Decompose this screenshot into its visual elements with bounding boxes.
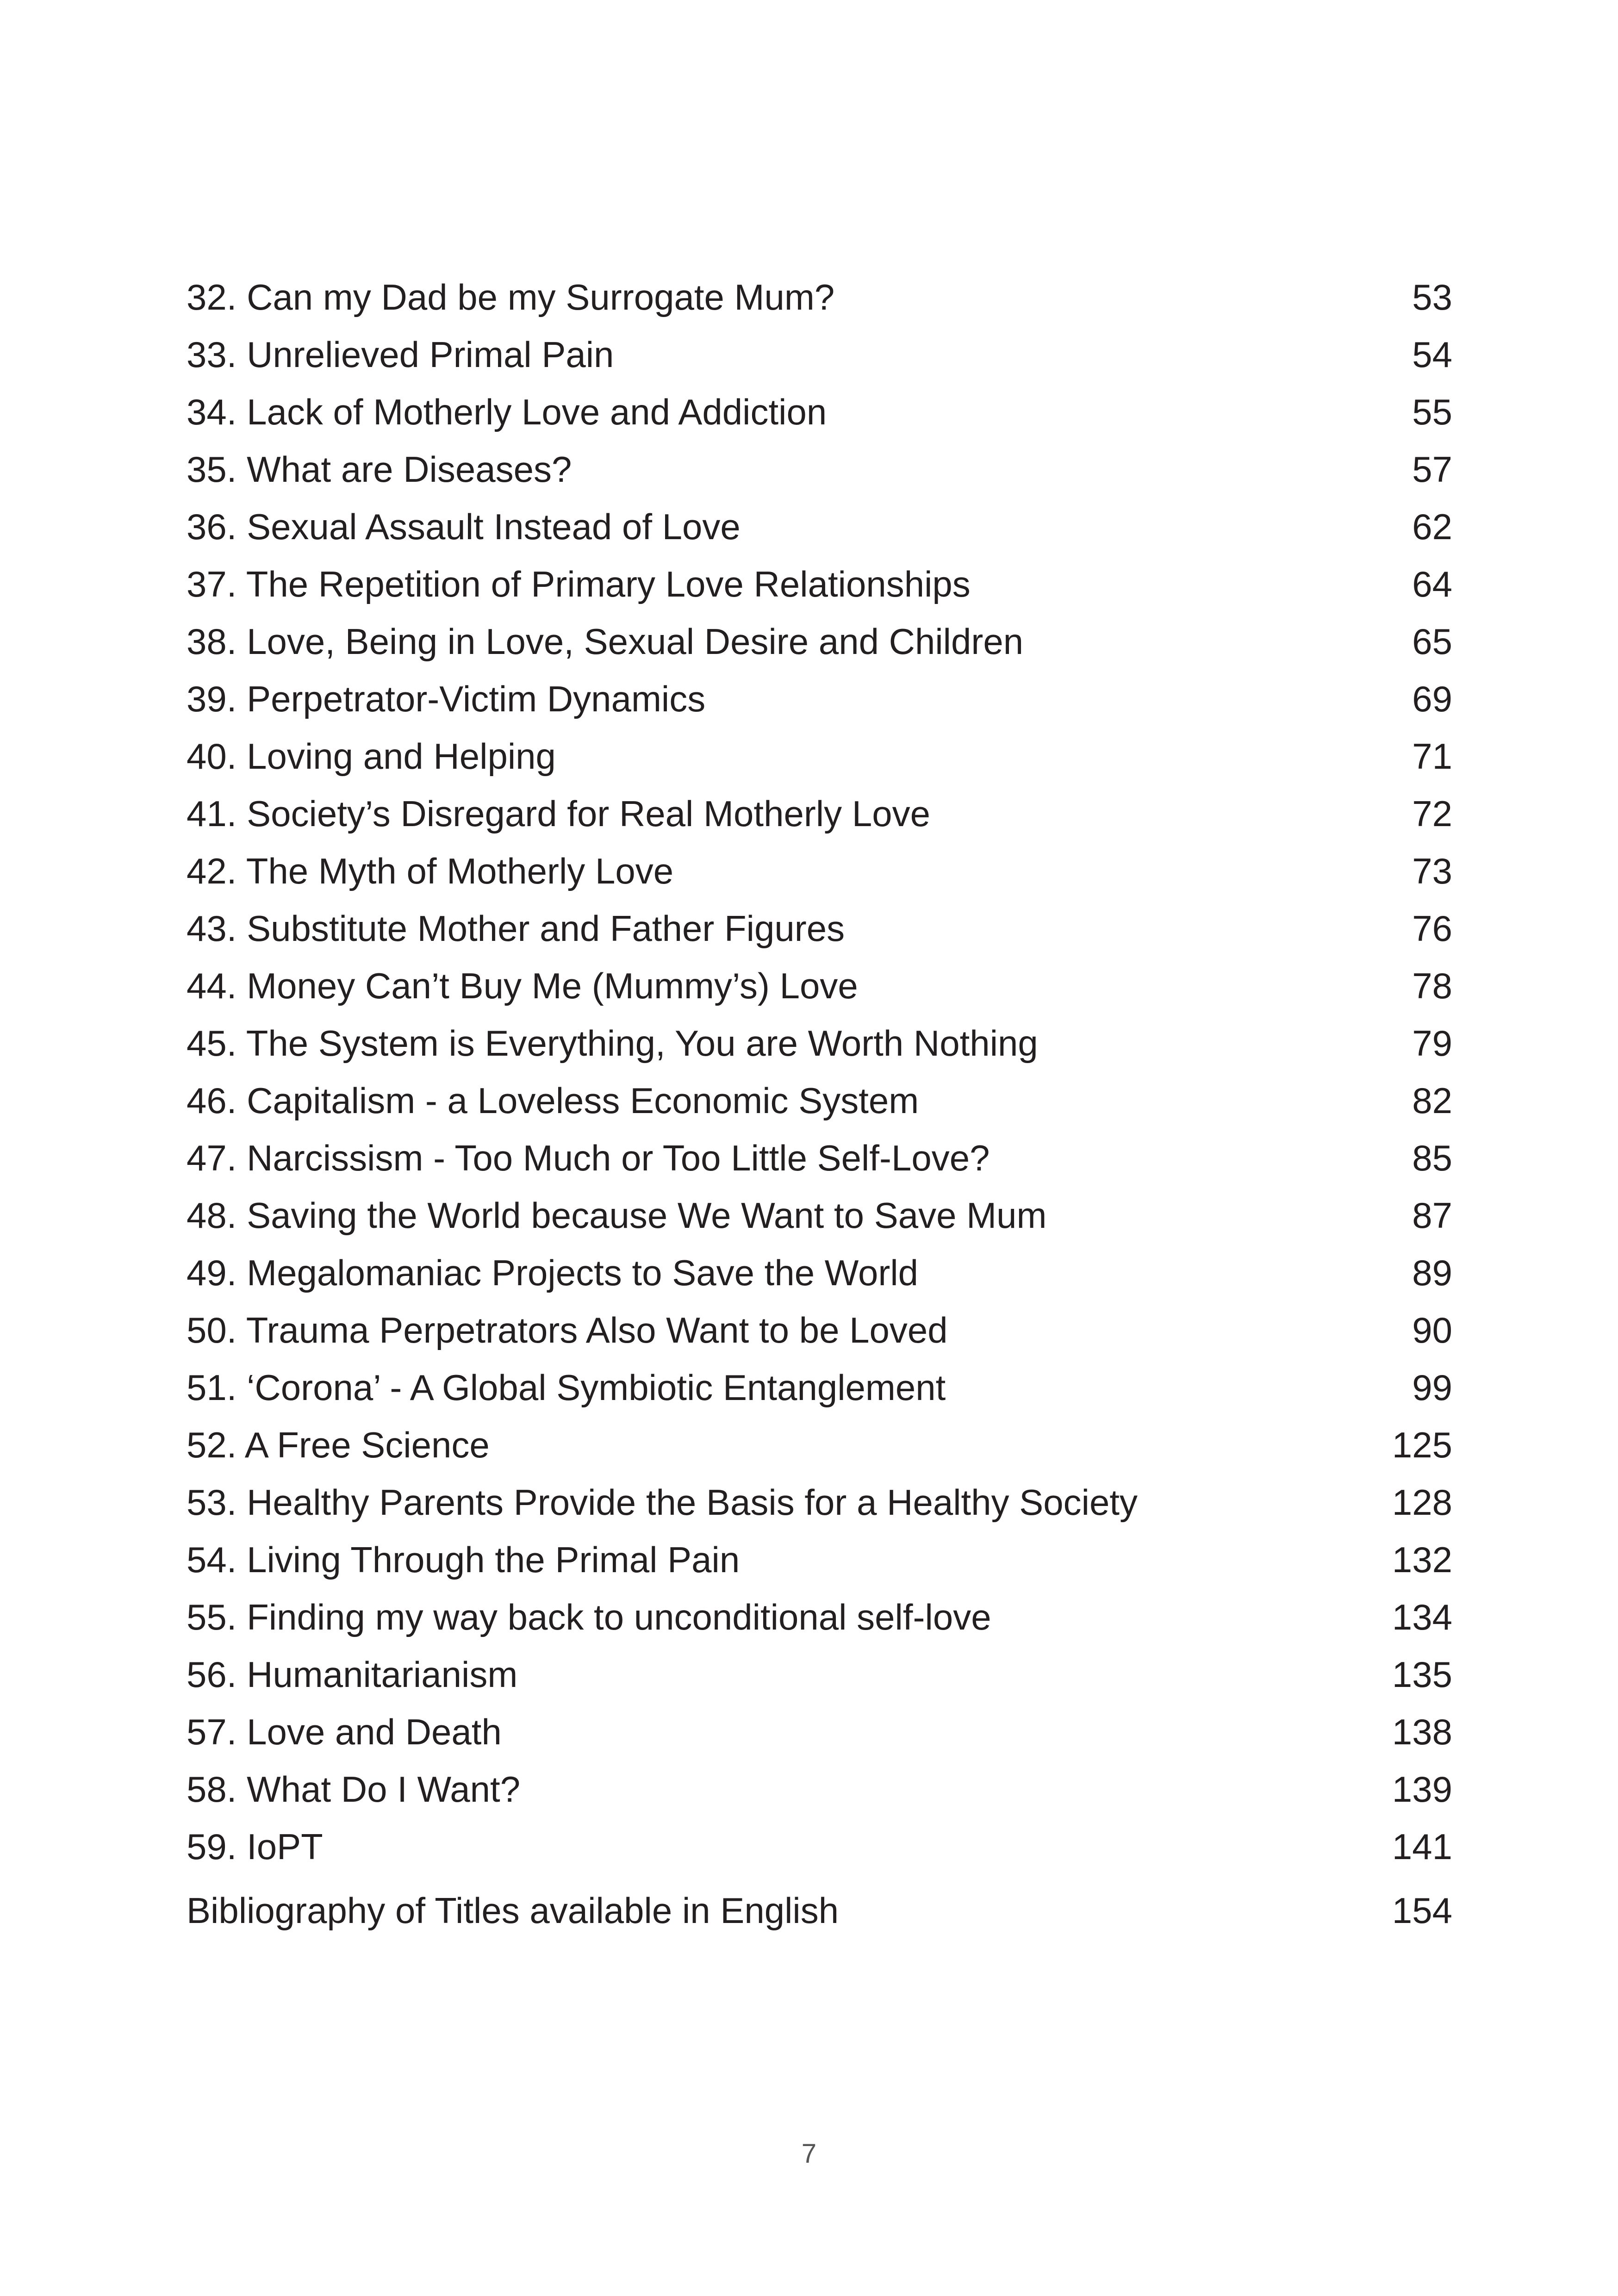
toc-entry-page: 128 bbox=[1392, 1482, 1452, 1523]
toc-entry[interactable] bbox=[187, 1014, 1452, 1072]
toc-entry-page: 134 bbox=[1392, 1597, 1452, 1637]
toc-entry-title: 50. Trauma Perpetrators Also Want to be Loved bbox=[187, 1310, 948, 1350]
toc-entry-title: 59. IoPT bbox=[187, 1826, 323, 1867]
toc-entry-page: 85 bbox=[1412, 1138, 1452, 1178]
toc-entry[interactable] bbox=[187, 1761, 1452, 1818]
toc-entry-title: 35. What are Diseases? bbox=[187, 449, 572, 490]
toc-entry[interactable] bbox=[187, 1416, 1452, 1474]
table-of-contents bbox=[187, 268, 1452, 1939]
toc-entry-title: 40. Loving and Helping bbox=[187, 736, 556, 777]
toc-entry[interactable] bbox=[187, 1244, 1452, 1301]
toc-entry[interactable] bbox=[187, 268, 1452, 326]
toc-entry-page: 132 bbox=[1392, 1539, 1452, 1580]
toc-entry-title: 39. Perpetrator-Victim Dynamics bbox=[187, 678, 706, 719]
toc-entry-page: 65 bbox=[1412, 621, 1452, 662]
toc-entry[interactable] bbox=[187, 1072, 1452, 1129]
toc-entry-page: 79 bbox=[1412, 1023, 1452, 1064]
toc-entry-title: 42. The Myth of Motherly Love bbox=[187, 851, 674, 891]
toc-entry[interactable] bbox=[187, 1703, 1452, 1761]
toc-entry[interactable] bbox=[187, 1588, 1452, 1646]
toc-entry-title: 43. Substitute Mother and Father Figures bbox=[187, 908, 845, 949]
toc-entry-page: 87 bbox=[1412, 1195, 1452, 1236]
toc-entry-title: 49. Megalomaniac Projects to Save the World bbox=[187, 1252, 919, 1293]
toc-entry-title: 51. ‘Corona’ - A Global Symbiotic Entanglement bbox=[187, 1367, 946, 1408]
toc-entry-bibliography[interactable] bbox=[187, 1882, 1452, 1939]
toc-entry[interactable] bbox=[187, 1359, 1452, 1416]
toc-entry-page: 82 bbox=[1412, 1080, 1452, 1121]
toc-entry-page: 57 bbox=[1412, 449, 1452, 490]
toc-entry-page: 78 bbox=[1412, 965, 1452, 1006]
toc-entry-page: 54 bbox=[1412, 334, 1452, 375]
toc-entry[interactable] bbox=[187, 555, 1452, 613]
toc-entry-title: 36. Sexual Assault Instead of Love bbox=[187, 506, 741, 547]
toc-entry[interactable] bbox=[187, 1474, 1452, 1531]
toc-entry[interactable] bbox=[187, 1818, 1452, 1875]
toc-entry-page: 125 bbox=[1392, 1425, 1452, 1465]
toc-entry[interactable] bbox=[187, 613, 1452, 670]
toc-entry-title: 52. A Free Science bbox=[187, 1425, 490, 1465]
toc-entry-title: 32. Can my Dad be my Surrogate Mum? bbox=[187, 277, 835, 317]
toc-entry-page: 76 bbox=[1412, 908, 1452, 949]
toc-entry[interactable] bbox=[187, 1531, 1452, 1588]
toc-entry-page: 71 bbox=[1412, 736, 1452, 777]
toc-entry-title: 38. Love, Being in Love, Sexual Desire and Children bbox=[187, 621, 1024, 662]
toc-entry-page: 99 bbox=[1412, 1367, 1452, 1408]
toc-entry-page: 69 bbox=[1412, 678, 1452, 719]
toc-entry[interactable] bbox=[187, 670, 1452, 728]
toc-entry-title: 55. Finding my way back to unconditional self-love bbox=[187, 1597, 991, 1637]
toc-entry-page: 64 bbox=[1412, 564, 1452, 604]
toc-entry-page: 73 bbox=[1412, 851, 1452, 891]
toc-entry-page: 138 bbox=[1392, 1711, 1452, 1752]
toc-entry[interactable] bbox=[187, 498, 1452, 555]
toc-entry-title: 58. What Do I Want? bbox=[187, 1769, 521, 1810]
toc-entry[interactable] bbox=[187, 1646, 1452, 1703]
toc-entry-title: 57. Love and Death bbox=[187, 1711, 502, 1752]
toc-entry-page: 55 bbox=[1412, 392, 1452, 432]
toc-entry-page: 62 bbox=[1412, 506, 1452, 547]
toc-entry-page: 154 bbox=[1392, 1890, 1452, 1931]
toc-entry-title: 34. Lack of Motherly Love and Addiction bbox=[187, 392, 827, 432]
page-number: 7 bbox=[801, 2139, 817, 2169]
toc-entry-page: 53 bbox=[1412, 277, 1452, 317]
toc-entry[interactable] bbox=[187, 441, 1452, 498]
toc-entry[interactable] bbox=[187, 1301, 1452, 1359]
toc-entry-page: 90 bbox=[1412, 1310, 1452, 1350]
toc-entry-title: 41. Society’s Disregard for Real Motherly Love bbox=[187, 793, 930, 834]
toc-entry[interactable] bbox=[187, 957, 1452, 1014]
toc-entry-page: 89 bbox=[1412, 1252, 1452, 1293]
toc-entry[interactable] bbox=[187, 1187, 1452, 1244]
toc-entry[interactable] bbox=[187, 785, 1452, 842]
toc-entry[interactable] bbox=[187, 383, 1452, 441]
toc-entry-page: 139 bbox=[1392, 1769, 1452, 1810]
toc-entry-page: 72 bbox=[1412, 793, 1452, 834]
toc-entry[interactable] bbox=[187, 1129, 1452, 1187]
toc-entry-title: 33. Unrelieved Primal Pain bbox=[187, 334, 614, 375]
toc-entry-title: 44. Money Can’t Buy Me (Mummy’s) Love bbox=[187, 965, 858, 1006]
toc-entry-title: 53. Healthy Parents Provide the Basis for a Healthy Society bbox=[187, 1482, 1138, 1523]
toc-entry-page: 141 bbox=[1392, 1826, 1452, 1867]
toc-entry-title: 48. Saving the World because We Want to Save Mum bbox=[187, 1195, 1047, 1236]
toc-entry-title: 37. The Repetition of Primary Love Relationships bbox=[187, 564, 971, 604]
toc-entry[interactable] bbox=[187, 326, 1452, 383]
toc-entry-title: 46. Capitalism - a Loveless Economic System bbox=[187, 1080, 919, 1121]
toc-entry[interactable] bbox=[187, 842, 1452, 900]
toc-entry-title: 56. Humanitarianism bbox=[187, 1654, 518, 1695]
toc-entry-title: 54. Living Through the Primal Pain bbox=[187, 1539, 740, 1580]
toc-entry-page: 135 bbox=[1392, 1654, 1452, 1695]
toc-entry-title: 47. Narcissism - Too Much or Too Little Self-Love? bbox=[187, 1138, 990, 1178]
toc-entry-title: Bibliography of Titles available in English bbox=[187, 1890, 839, 1931]
toc-entry[interactable] bbox=[187, 900, 1452, 957]
toc-entry-title: 45. The System is Everything, You are Worth Nothing bbox=[187, 1023, 1038, 1064]
toc-entry[interactable] bbox=[187, 728, 1452, 785]
